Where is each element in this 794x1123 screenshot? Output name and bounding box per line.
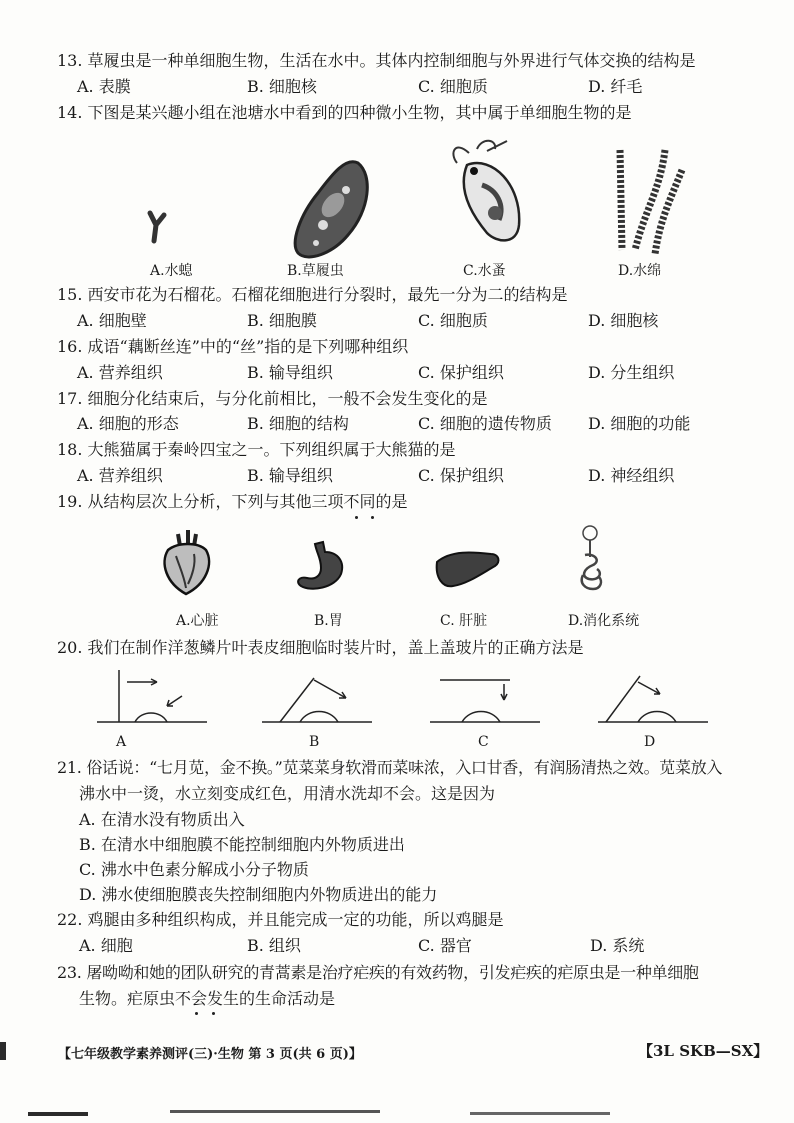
q17-option-c: C. 细胞的遗传物质	[418, 414, 552, 433]
coverslip-method-d	[598, 670, 708, 726]
q17-stem: 17. 细胞分化结束后，与分化前相比，一般不会发生变化的是	[57, 389, 488, 408]
q20-stem: 20. 我们在制作洋葱鳞片叶表皮细胞临时装片时，盖上盖玻片的正确方法是	[57, 638, 584, 657]
q18-stem: 18. 大熊猫属于秦岭四宝之一。下列组织属于大熊猫的是	[57, 440, 456, 459]
q16-option-c: C. 保护组织	[418, 363, 504, 382]
digestive-system-image	[575, 525, 609, 595]
q15-option-d: D. 细胞核	[588, 311, 659, 330]
q20-caption-a: A	[116, 734, 127, 750]
footer-page-info: 【七年级教学素养测评(三)·生物 第 3 页(共 6 页)】	[58, 1047, 362, 1062]
scan-edge-mark	[28, 1112, 88, 1116]
q14-caption-b: B.草履虫	[287, 263, 344, 279]
q15-option-b: B. 细胞膜	[247, 311, 317, 330]
scan-edge-mark	[0, 1042, 6, 1060]
water-flea-image	[447, 135, 532, 250]
q14-stem: 14. 下图是某兴趣小组在池塘水中看到的四种微小生物，其中属于单细胞生物的是	[57, 103, 632, 122]
emphasis-dot	[195, 1012, 198, 1015]
q16-stem: 16. 成语“藕断丝连”中的“丝”指的是下列哪种组织	[57, 337, 409, 356]
q17-option-a: A. 细胞的形态	[77, 414, 179, 433]
q19-caption-d: D.消化系统	[568, 613, 640, 629]
q14-caption-d: D.水绵	[618, 263, 662, 279]
q16-option-b: B. 输导组织	[247, 363, 333, 382]
q13-stem: 13. 草履虫是一种单细胞生物，生活在水中。其体内控制细胞与外界进行气体交换的结构是	[57, 51, 696, 70]
q22-option-c: C. 器官	[418, 936, 472, 955]
q20-caption-c: C	[478, 734, 489, 750]
q18-option-b: B. 输导组织	[247, 466, 333, 485]
q13-option-d: D. 纤毛	[588, 77, 643, 96]
q19-caption-a: A.心脏	[176, 613, 219, 629]
q18-option-c: C. 保护组织	[418, 466, 504, 485]
coverslip-method-c	[430, 670, 540, 726]
q20-caption-d: D	[644, 734, 656, 750]
q15-stem: 15. 西安市花为石榴花。石榴花细胞进行分裂时，最先一分为二的结构是	[57, 285, 568, 304]
q22-option-b: B. 组织	[247, 936, 301, 955]
hydra-image	[140, 205, 180, 245]
emphasis-dot	[371, 516, 374, 519]
spirogyra-image	[610, 150, 690, 255]
q19-caption-b: B.胃	[314, 613, 343, 629]
q21-option-b: B. 在清水中细胞膜不能控制细胞内外物质进出	[79, 835, 405, 854]
q19-stem: 19. 从结构层次上分析，下列与其他三项不同的是	[57, 492, 408, 511]
q19-caption-c: C. 肝脏	[440, 613, 488, 629]
q16-option-d: D. 分生组织	[588, 363, 675, 382]
heart-image	[158, 528, 216, 596]
q21-option-a: A. 在清水没有物质出入	[79, 810, 245, 829]
q21-option-d: D. 沸水使细胞膜丧失控制细胞内外物质进出的能力	[79, 885, 438, 904]
q23-stem-line2: 生物。疟原虫不会发生的生命活动是	[79, 989, 336, 1008]
q18-option-a: A. 营养组织	[77, 466, 163, 485]
q21-stem-line2: 沸水中一烫，水立刻变成红色，用清水洗却不会。这是因为	[79, 784, 496, 803]
emphasis-dot	[355, 516, 358, 519]
q13-option-b: B. 细胞核	[247, 77, 317, 96]
stomach-image	[293, 540, 348, 592]
q21-option-c: C. 沸水中色素分解成小分子物质	[79, 860, 309, 879]
q18-option-d: D. 神经组织	[588, 466, 675, 485]
q21-stem-line1: 21. 俗话说：“七月苋，金不换。”苋菜菜身软滑而菜味浓，入口甘香，有润肠清热之效。苋菜放入	[57, 758, 723, 777]
q17-option-d: D. 细胞的功能	[588, 414, 691, 433]
q14-caption-c: C.水蚤	[463, 263, 506, 279]
q15-option-c: C. 细胞质	[418, 311, 488, 330]
emphasis-dot	[212, 1012, 215, 1015]
scan-edge-mark	[170, 1110, 380, 1113]
paramecium-image	[288, 155, 378, 265]
q23-stem-line1: 23. 屠呦呦和她的团队研究的青蒿素是治疗疟疾的有效药物，引发疟疾的疟原虫是一种单细胞	[57, 963, 699, 982]
q13-option-a: A. 表膜	[77, 77, 131, 96]
coverslip-method-a	[97, 670, 207, 726]
coverslip-method-b	[262, 670, 372, 726]
scan-edge-mark	[470, 1112, 610, 1115]
q20-caption-b: B	[309, 734, 320, 750]
footer-code: 【3L SKB—SX】	[638, 1042, 769, 1060]
q14-caption-a: A.水螅	[150, 263, 193, 279]
q13-option-c: C. 细胞质	[418, 77, 488, 96]
q22-stem: 22. 鸡腿由多种组织构成，并且能完成一定的功能，所以鸡腿是	[57, 910, 504, 929]
q22-option-d: D. 系统	[590, 936, 645, 955]
liver-image	[433, 548, 503, 590]
q16-option-a: A. 营养组织	[77, 363, 163, 382]
q22-option-a: A. 细胞	[79, 936, 133, 955]
q17-option-b: B. 细胞的结构	[247, 414, 349, 433]
q15-option-a: A. 细胞壁	[77, 311, 147, 330]
